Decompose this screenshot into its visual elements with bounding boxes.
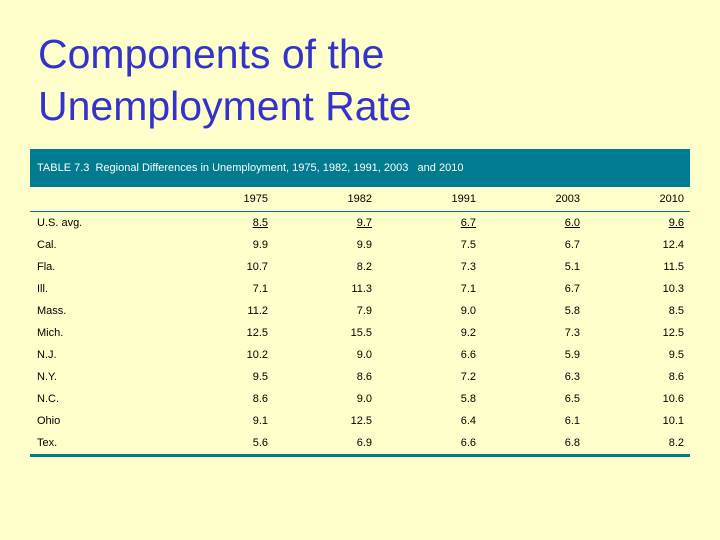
value-cell: 7.9	[356, 305, 372, 317]
region-cell: Fla.	[37, 261, 56, 273]
value-cell: 10.2	[246, 349, 268, 361]
table-row	[30, 234, 690, 256]
value-cell: 11.2	[247, 305, 268, 317]
region-cell: N.Y.	[37, 371, 57, 383]
table-row	[30, 432, 690, 456]
value-cell: 8.6	[668, 371, 684, 383]
slide-title	[38, 28, 412, 132]
slide-title-line-1: Components of the	[38, 31, 385, 77]
value-cell: 7.5	[460, 239, 476, 251]
table-caption: TABLE 7.3 Regional Differences in Unemployment, 1975, 1982, 1991, 2003 and 2010	[30, 149, 690, 187]
value-text: 6.0	[564, 217, 580, 229]
value-cell: 9.9	[356, 239, 372, 251]
value-text: 9.6	[668, 217, 684, 229]
column-header: 2010	[586, 187, 690, 212]
value-cell: 6.7	[564, 239, 580, 251]
value-cell: 12.5	[246, 327, 268, 339]
value-cell: 9.9	[252, 239, 268, 251]
column-header: 1991	[378, 187, 482, 212]
value-cell: 6.7	[564, 283, 580, 295]
value-cell: 6.4	[460, 415, 476, 427]
slide-title-line-2: Unemployment Rate	[38, 83, 412, 129]
value-cell: 11.3	[351, 283, 372, 295]
region-cell: N.J.	[37, 349, 57, 361]
value-cell	[274, 212, 378, 235]
value-cell: 7.1	[460, 283, 476, 295]
column-header: 1975	[170, 187, 274, 212]
value-cell: 6.1	[564, 415, 580, 427]
value-cell: 9.0	[356, 393, 372, 405]
value-cell: 6.6	[378, 432, 482, 456]
region-cell: U.S. avg.	[37, 217, 83, 229]
value-text: 8.5	[252, 217, 268, 229]
value-cell: 5.1	[564, 261, 580, 273]
value-cell: 9.0	[356, 349, 372, 361]
value-cell: 15.5	[350, 327, 372, 339]
value-cell	[482, 212, 586, 235]
value-cell: 8.2	[356, 261, 372, 273]
table-row	[30, 366, 690, 388]
value-cell	[170, 212, 274, 235]
value-cell: 9.1	[252, 415, 268, 427]
value-text: 6.7	[460, 217, 476, 229]
value-cell	[378, 212, 482, 235]
value-text: 9.7	[356, 217, 372, 229]
value-cell: 7.2	[460, 371, 476, 383]
column-header: 1982	[274, 187, 378, 212]
column-header: 2003	[482, 187, 586, 212]
table-header-row	[30, 187, 690, 212]
table-row	[30, 212, 690, 235]
value-cell: 6.5	[564, 393, 580, 405]
value-cell: 9.5	[668, 349, 684, 361]
value-cell: 12.5	[350, 415, 372, 427]
value-cell: 9.0	[460, 305, 476, 317]
value-cell: 8.6	[356, 371, 372, 383]
value-cell: 6.6	[460, 349, 476, 361]
value-cell: 5.9	[564, 349, 580, 361]
value-cell: 7.1	[252, 283, 268, 295]
value-cell: 10.1	[662, 415, 684, 427]
region-cell: Ohio	[37, 415, 61, 427]
value-cell: 5.8	[564, 305, 580, 317]
value-cell: 7.3	[564, 327, 580, 339]
value-cell: 9.5	[252, 371, 268, 383]
table-row	[30, 300, 690, 322]
unemployment-table	[30, 149, 690, 457]
value-cell: 10.6	[662, 393, 684, 405]
value-cell: 8.5	[668, 305, 684, 317]
table-row	[30, 322, 690, 344]
value-cell: 7.3	[460, 261, 476, 273]
region-cell: Mich.	[37, 327, 64, 339]
value-cell: 9.2	[460, 327, 476, 339]
value-cell: 5.8	[460, 393, 476, 405]
table-row	[30, 344, 690, 366]
value-cell: 11.5	[663, 261, 684, 273]
region-cell: Mass.	[37, 305, 67, 317]
value-cell: 8.6	[252, 393, 268, 405]
region-cell: Cal.	[37, 239, 57, 251]
value-cell: 10.3	[662, 283, 684, 295]
value-cell	[586, 212, 690, 235]
region-cell: N.C.	[37, 393, 59, 405]
value-cell: 6.9	[274, 432, 378, 456]
value-cell: 10.7	[246, 261, 268, 273]
value-cell: 5.6	[170, 432, 274, 456]
value-cell: 6.8	[482, 432, 586, 456]
table-row	[30, 256, 690, 278]
table-row	[30, 410, 690, 432]
value-cell: 12.5	[662, 327, 684, 339]
column-header-region	[30, 187, 170, 212]
value-cell: 8.2	[586, 432, 690, 456]
table-row	[30, 278, 690, 300]
table-row	[30, 388, 690, 410]
value-cell: 6.3	[564, 371, 580, 383]
region-cell: Tex.	[30, 432, 170, 456]
region-cell: Ill.	[37, 283, 48, 295]
data-table	[30, 187, 690, 457]
value-cell: 12.4	[662, 239, 684, 251]
